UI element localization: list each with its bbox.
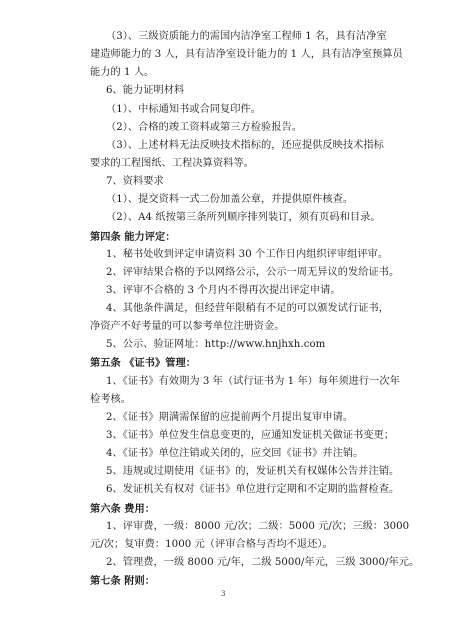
text-line: 要求的工程图纸、工程决算资料等。	[90, 157, 254, 169]
section-heading: 第七条 附则：	[90, 575, 156, 587]
text-line: （1）、中标通知书或合同复印件。	[106, 103, 261, 115]
text-line: 3、《证书》单位发生信息变更的，应通知发证机关做证书变更；	[106, 429, 395, 441]
text-line: 1、评审费，一级：8000 元/次；二级：5000 元/次；三级：3000	[106, 520, 410, 532]
text-line: 6、能力证明材料	[106, 85, 185, 97]
text-line: 2、管理费，一级 8000 元/年，二级 5000/年元，三级 3000/年元。	[106, 556, 420, 568]
text-line: 5、公示、验证网址：http://www.hnjhxh.com	[106, 339, 326, 351]
section-heading: 第四条 能力评定：	[90, 230, 176, 243]
text-line: 4、其他条件满足，但经营年限稍有不足的可以颁发试行证书，	[106, 303, 389, 314]
text-line: （2）、合格的竣工资料或第三方检验报告。	[106, 121, 302, 133]
text-line: 元/次；复审费：1000 元（评审合格与否均不退还）。	[90, 538, 333, 550]
text-line: 4、《证书》单位注销或关闭的，应交回《证书》并注销。	[106, 448, 364, 460]
text-line: 1、《证书》有效期为 3 年（试行证书为 1 年）每年须进行一次年	[106, 375, 400, 387]
text-line: 3、评审不合格的 3 个月内不得再次提出评定申请。	[106, 284, 341, 296]
text-line: 2、《证书》期满需保留的应提前两个月提出复审申请。	[106, 411, 354, 423]
text-line: 建造师能力的 3 人，具有洁净室设计能力的 1 人，具有洁净室预算员	[90, 49, 403, 61]
text-line: 6、发证机关有权对《证书》单位进行定期和不定期的监督检查。	[106, 484, 400, 496]
page-number: 3	[221, 590, 226, 598]
text-line: （3）、上述材料无法反映技术指标的，还应提供反映技术指标	[106, 139, 384, 151]
text-line: 2、评审结果合格的予以网络公示，公示一周无异议的发给证书。	[106, 266, 400, 278]
text-line: 检考核。	[90, 393, 131, 405]
section-heading: 第六条 费用：	[90, 502, 156, 515]
text-line: 7、资料要求	[106, 176, 164, 188]
text-line: 能力的 1 人。	[90, 67, 155, 79]
text-line: （3）、三级资质能力的需国内洁净室工程师 1 名，具有洁净室	[106, 31, 387, 42]
text-line: 5、违规或过期使用《证书》的，发证机关有权媒体公告并注销。	[106, 466, 400, 478]
text-line: 净资产不好考量的可以参考单位注册资金。	[90, 321, 285, 333]
section-heading: 第五条 《证书》管理：	[90, 357, 196, 370]
text-line: （1）、提交资料一式二份加盖公章，并提供原件核查。	[106, 194, 354, 206]
text-line: 1、秘书处收到评定申请资料 30 个工作日内组织评审组评审。	[106, 248, 389, 260]
text-line: （2）、A4 纸按第三条所列顺序排列装订，须有页码和目录。	[106, 212, 381, 224]
